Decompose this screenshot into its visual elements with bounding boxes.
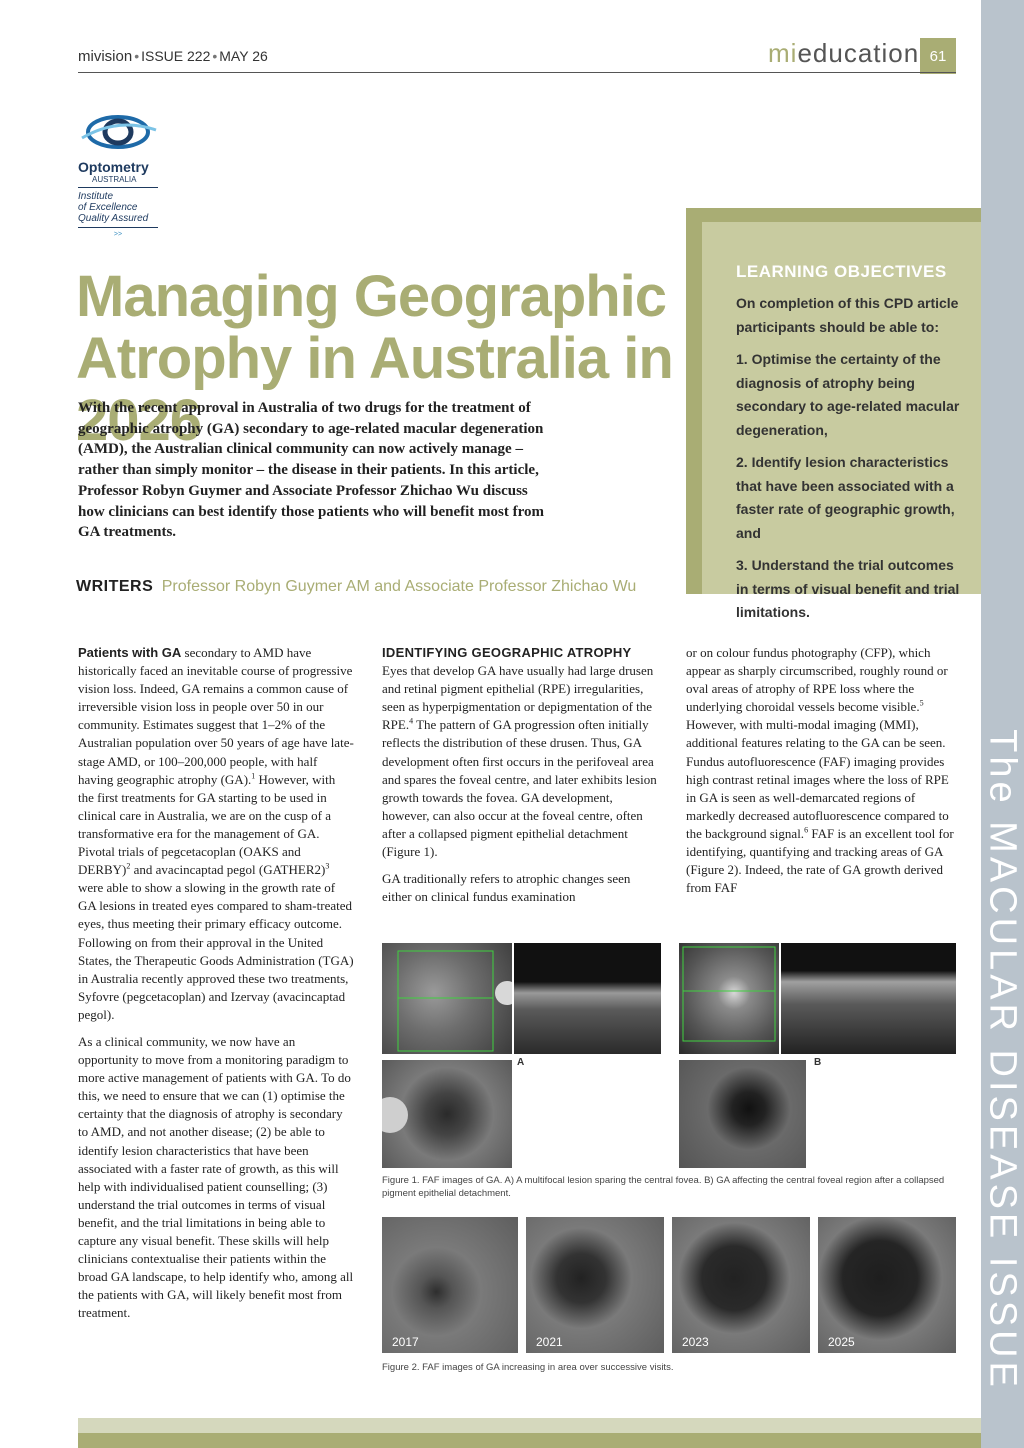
body-column-3 bbox=[686, 644, 958, 906]
writers-line bbox=[76, 578, 636, 596]
figure-2-year-label: 2025 bbox=[828, 1335, 855, 1349]
figure-1a-faf-detail bbox=[382, 1060, 512, 1168]
figure-2-image-2021 bbox=[526, 1217, 664, 1353]
footer-band-accent bbox=[78, 1433, 981, 1448]
publication-name: mivision bbox=[78, 48, 133, 65]
learning-objective-item: 1. Optimise the certainty of the diagnosis of atrophy being secondary to age-related macular degeneration, bbox=[736, 351, 960, 438]
body-paragraph: As a clinical community, we now have an opportunity to move from a monitoring paradigm to more active management of patients with GA. To do this, we need to ensure that we can (1) optimise the certainty that the diagnosis of atrophy is secondary to AMD, and not another disease; (2) be able to identify lesion characteristics that have been associated with a faster rate of growth, as this will help with individualised patient counselling; (3) understand the trial outcomes in terms of visual benefit, and the trial limitations in being able to capture any visual benefit. These skills will help clinicians contextualise their patients within the broad GA landscape, to help identify who, among all the patients with GA, will likely benefit most from treatment. bbox=[78, 1033, 354, 1321]
body-paragraph: GA traditionally refers to atrophic changes seen either on clinical fundus examination bbox=[382, 871, 631, 905]
issue-sidebar-text: The MACULAR DISEASE ISSUE bbox=[981, 729, 1024, 1391]
eye-swoosh-icon bbox=[78, 112, 158, 152]
writers-names: Professor Robyn Guymer AM and Associate Professor Zhichao Wu bbox=[161, 578, 637, 595]
learning-objectives-heading: LEARNING OBJECTIVES bbox=[736, 262, 947, 281]
learning-objectives bbox=[736, 262, 966, 634]
logo-line-2: of Excellence bbox=[78, 202, 138, 213]
logo-line-3: Quality Assured bbox=[78, 213, 149, 224]
page-number: 61 bbox=[920, 38, 956, 74]
body-column-2 bbox=[382, 644, 658, 915]
header-divider bbox=[78, 72, 956, 73]
figure-2-year-label: 2017 bbox=[392, 1335, 419, 1349]
figure-1a-label: A bbox=[517, 1057, 525, 1068]
figure-2-image-2017 bbox=[382, 1217, 518, 1353]
figure-1b-faf-detail bbox=[679, 1060, 806, 1168]
issue-date: MAY 26 bbox=[219, 48, 268, 64]
issue-number: ISSUE 222 bbox=[141, 48, 211, 64]
figure-2-image-2025 bbox=[818, 1217, 956, 1353]
figure-1a-oct-scan bbox=[514, 943, 661, 1054]
figure-2-year-label: 2023 bbox=[682, 1335, 709, 1349]
figure-2-image-2023 bbox=[672, 1217, 810, 1353]
article-title: Managing Geographic Atrophy in Australia in 2026 bbox=[76, 264, 673, 453]
learning-objective-item: 3. Understand the trial outcomes in terms of visual benefit and trial limitations. bbox=[736, 557, 960, 620]
lead-in: Patients with GA bbox=[78, 645, 182, 660]
body-column-1 bbox=[78, 644, 354, 1331]
writers-label: WRITERS bbox=[76, 578, 154, 595]
section-tag: mieducation bbox=[768, 38, 920, 68]
logo-arrows: >> bbox=[113, 231, 123, 238]
article-standfirst: With the recent approval in Australia of two drugs for the treatment of geographic atrophy (GA) secondary to age-related macular degeneration (AMD), the Australian clinical community can now actively manage – rather than simply monitor – the disease in their patients. In this article, Professor Robyn Guymer and Associate Professor Zhichao Wu discuss how clinicians can best identify those patients who will benefit most from GA treatments. bbox=[78, 400, 544, 541]
logo-sub: AUSTRALIA bbox=[92, 175, 137, 184]
body-paragraph: Patients with GA secondary to AMD have historically faced an inevitable course of progressive vision loss. Indeed, GA remains a common cause of irreversible vision loss in people over 50 in our community. Estimates suggest that 1–2% of the Australian population over 50 years of age have late-stage AMD, or 100–200,000 people, with half having geographic atrophy (GA).$^1$ However, with the first treatments for GA starting to be used in clinical care in Australia, we are on the cusp of a transformative era for the management of GA. Pivotal trials of pegcetacoplan (OAKS and DERBY)$^2$ and avacincaptad pegol (GATHER2)$^3$ were able to show a slowing in the growth rate of GA lesions in treated eyes compared to sham-treated eyes, thus meeting their primary efficacy outcome. Following on from their approval in the United States, the Therapeutic Goods Administration (TGA) in Australia recently approved these two treatments, Syfovre (pegcetacoplan) and Izervay (avacincaptad pegol). bbox=[78, 645, 354, 1022]
figure-1b-faf-image bbox=[679, 943, 779, 1054]
figure-1a-faf-image bbox=[382, 943, 512, 1054]
figure-2-year-label: 2021 bbox=[536, 1335, 563, 1349]
running-header: mivision • ISSUE 222 • MAY 26 bbox=[78, 48, 268, 65]
learning-objective-item: 2. Identify lesion characteristics that have been associated with a faster rate of geographic growth, and bbox=[736, 454, 955, 541]
subheading: IDENTIFYING GEOGRAPHIC ATROPHY bbox=[382, 645, 632, 660]
figure-1b-oct-scan bbox=[781, 943, 956, 1054]
body-paragraph: or on colour fundus photography (CFP), which appear as sharply circumscribed, roughly round or oval areas of atrophy of RPE loss where the underlying choroidal vessels become visible.$^5$ However, with multi-modal imaging (MMI), additional features relating to the GA can be seen. Fundus autofluorescence (FAF) imaging provides high contrast retinal images where the loss of RPE in GA is seen as well-demarcated regions of markedly decreased autofluorescence compared to the background signal.$^6$ FAF is an excellent tool for identifying, quantifying and tracking areas of GA (Figure 2). Indeed, the rate of GA growth derived from FAF bbox=[686, 645, 954, 896]
figure-1-caption: Figure 1. FAF images of GA. A) A multifocal lesion sparing the central fovea. B) GA affecting the central foveal region after a collapsed pigment epithelial detachment. bbox=[382, 1175, 945, 1199]
optometry-australia-logo bbox=[78, 112, 168, 238]
logo-line-1: Institute bbox=[78, 191, 114, 202]
learning-objectives-intro: On completion of this CPD article participants should be able to: bbox=[736, 295, 959, 335]
logo-name: Optometry bbox=[78, 159, 149, 175]
body-paragraph: Eyes that develop GA have usually had large drusen and retinal pigment epithelial (RPE) irregularities, seen as hyperpigmentation or depigmentation of the RPE.$^4$ The pattern of GA progression often initially reflects the distribution of these drusen. Thus, GA development often first occurs in the perifoveal area and spares the foveal centre, and later exhibits lesion growth towards the fovea. GA development, however, can also occur at the foveal centre, often after a collapsed pigment epithelial detachment (Figure 1). bbox=[382, 663, 657, 860]
figure-1b-label: B bbox=[814, 1057, 822, 1068]
figure-2-caption: Figure 2. FAF images of GA increasing in area over successive visits. bbox=[382, 1362, 674, 1373]
